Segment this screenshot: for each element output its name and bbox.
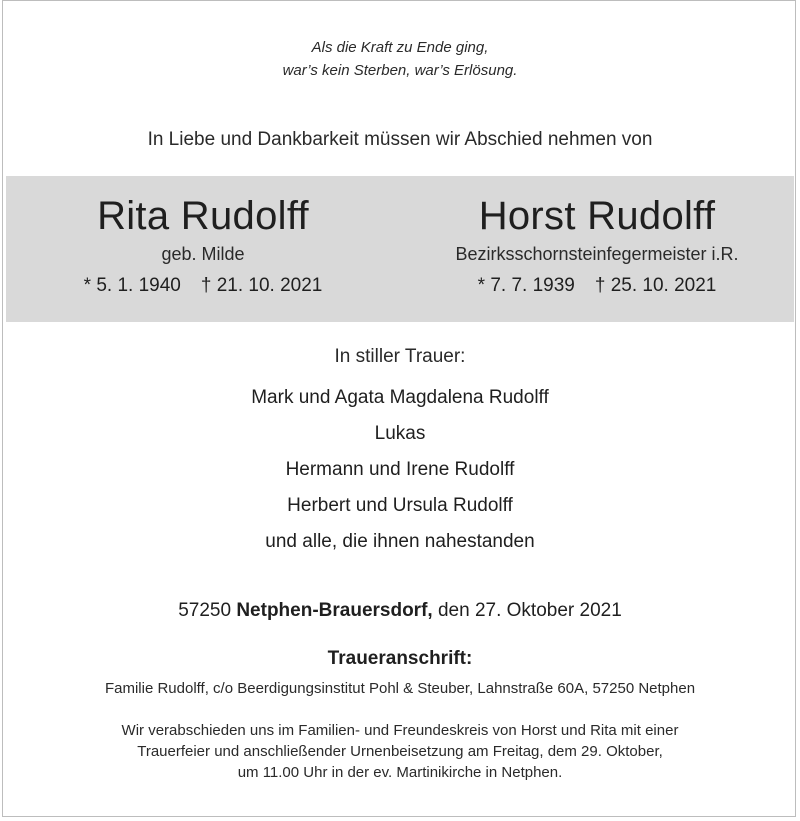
date: den 27. Oktober 2021 xyxy=(437,600,622,621)
person-maiden-name: geb. Milde xyxy=(161,244,245,264)
mourner: Lukas xyxy=(374,423,426,444)
farewell-line-2: Trauerfeier und anschließender Urnenbeisetzung am Freitag, dem 29. Oktober, xyxy=(137,743,663,760)
person-name: Rita Rudolff xyxy=(97,194,309,238)
mourner: Mark und Agata Magdalena Rudolff xyxy=(251,387,549,408)
person-name: Horst Rudolff xyxy=(478,194,716,238)
address-text: Familie Rudolff, c/o Beerdigungsinstitut Pohl & Steuber, Lahnstraße 60A, 57250 Netphen xyxy=(104,680,696,697)
mourning-label: In stiller Trauer: xyxy=(334,346,466,367)
death-date: † 21. 10. 2021 xyxy=(200,275,323,296)
zip-code: 57250 xyxy=(178,600,232,621)
intro-text: In Liebe und Dankbarkeit müssen wir Abschied nehmen von xyxy=(147,129,653,150)
names-band xyxy=(6,176,794,322)
person-horst xyxy=(400,176,794,299)
motto-line-2: war’s kein Sterben, war’s Erlösung. xyxy=(282,62,518,79)
mourner: Hermann und Irene Rudolff xyxy=(285,459,515,480)
motto xyxy=(0,36,800,82)
person-dates xyxy=(400,273,794,299)
motto-line-1: Als die Kraft zu Ende ging, xyxy=(311,39,489,56)
mourners-list xyxy=(0,380,800,560)
mourner: Herbert und Ursula Rudolff xyxy=(287,495,513,516)
farewell-line-3: um 11.00 Uhr in der ev. Martinikirche in Netphen. xyxy=(237,764,563,781)
address-heading: Traueranschrift: xyxy=(327,648,473,669)
person-rita xyxy=(6,176,400,299)
birth-date: * 7. 7. 1939 xyxy=(477,275,575,296)
place-and-date xyxy=(0,600,800,622)
farewell-text xyxy=(0,720,800,783)
death-date: † 25. 10. 2021 xyxy=(594,275,717,296)
person-dates xyxy=(6,273,400,299)
mourner: und alle, die ihnen nahestanden xyxy=(265,531,535,552)
town: Netphen-Brauersdorf, xyxy=(236,600,433,621)
birth-date: * 5. 1. 1940 xyxy=(83,275,181,296)
person-title: Bezirksschornsteinfegermeister i.R. xyxy=(455,244,739,264)
farewell-line-1: Wir verabschieden uns im Familien- und Freundeskreis von Horst und Rita mit einer xyxy=(121,722,679,739)
